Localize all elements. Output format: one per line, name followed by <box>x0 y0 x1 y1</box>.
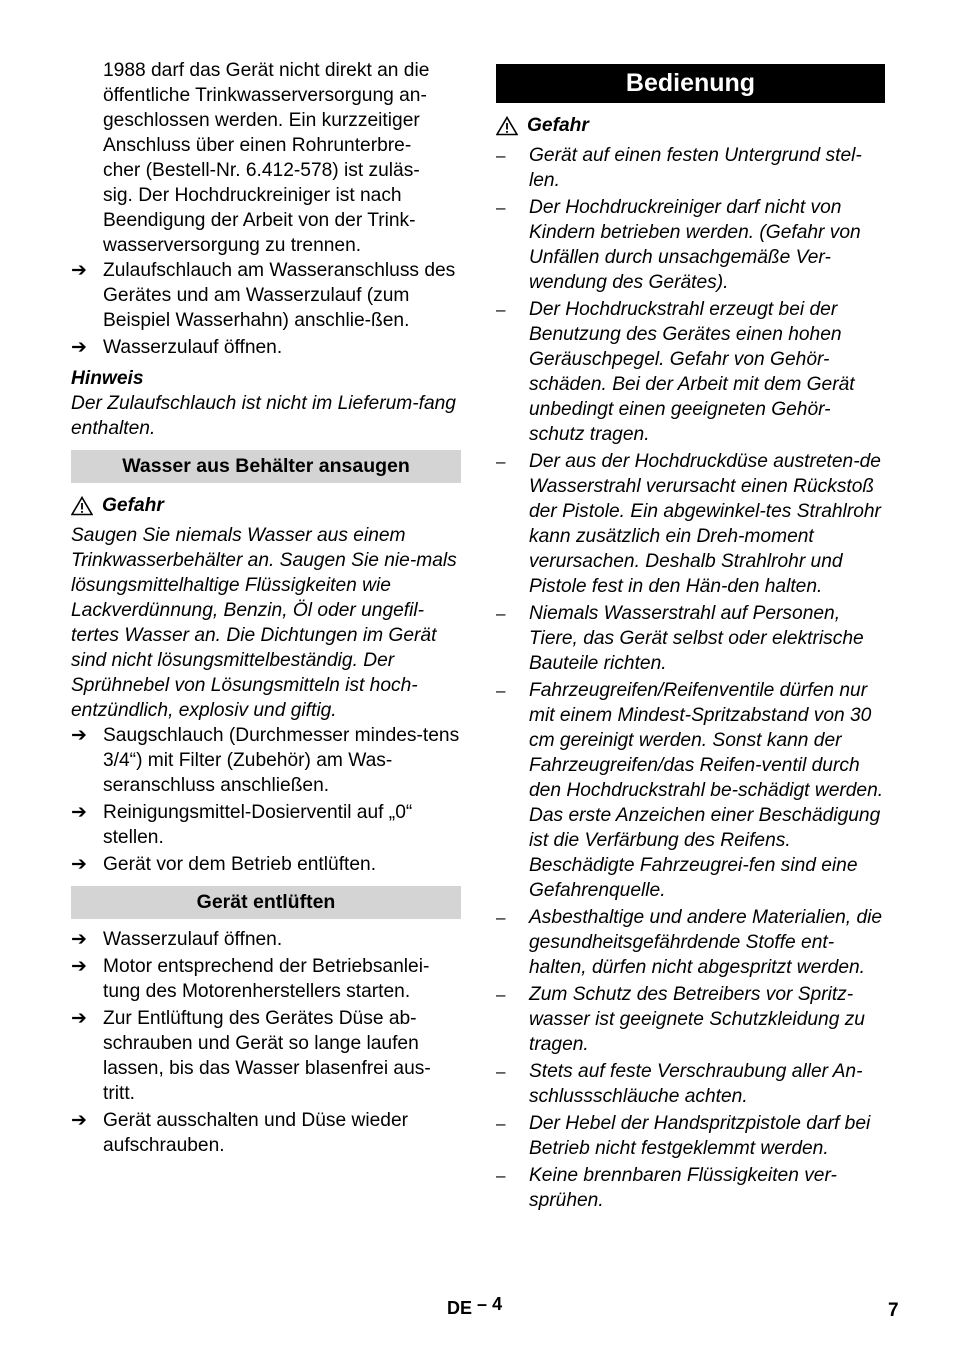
step-text: Reinigungsmittel-Dosierventil auf „0“ stellen. <box>103 802 413 848</box>
arrow-right-icon: ➔ <box>71 802 87 823</box>
list-item-text: Niemals Wasserstrahl auf Personen, Tiere, das Gerät selbst oder elektrische Bauteile richten. <box>529 603 864 674</box>
dash-marker: – <box>496 300 506 319</box>
list-item-text: Zum Schutz des Betreibers vor Spritz-wasser ist geeignete Schutzkleidung zu tragen. <box>529 984 865 1055</box>
step-item <box>71 1108 461 1158</box>
warning-triangle-icon <box>71 496 93 516</box>
arrow-right-icon: ➔ <box>71 1008 87 1029</box>
step-text: Wasserzulauf öffnen. <box>103 337 283 358</box>
list-item <box>496 195 885 295</box>
intro-line: sig. Der Hochdruckreiniger ist nach <box>103 185 402 206</box>
list-item-text: Keine brennbaren Flüssigkeiten ver-sprühen. <box>529 1165 837 1211</box>
list-item-text: Der Hebel der Handspritzpistole darf bei Betrieb nicht festgeklemmt werden. <box>529 1113 871 1159</box>
step-item <box>71 1006 461 1106</box>
intro-line: Beendigung der Arbeit von der Trink- <box>103 210 416 231</box>
step-item <box>71 335 461 360</box>
chapter-title: Bedienung <box>496 64 885 103</box>
list-item <box>496 1059 885 1109</box>
intro-line: Anschluss über einen Rohrunterbre- <box>103 135 412 156</box>
step-item <box>71 852 461 877</box>
dash-marker: – <box>496 1166 506 1185</box>
left-column <box>71 58 461 1160</box>
dash-marker: – <box>496 604 506 623</box>
warning-title: Gefahr <box>527 115 589 136</box>
list-item-text: Stets auf feste Verschraubung aller An-schlussschläuche achten. <box>529 1061 863 1107</box>
footer-section-page <box>447 1296 502 1321</box>
arrow-right-icon: ➔ <box>71 929 87 950</box>
intro-line: geschlossen werden. Ein kurzzeitiger <box>103 110 420 131</box>
intro-line: cher (Bestell-Nr. 6.412-578) ist zuläs- <box>103 160 420 181</box>
dash-marker: – <box>496 1114 506 1133</box>
list-item <box>496 1163 885 1213</box>
note-title: Hinweis <box>71 368 144 389</box>
list-item <box>496 143 885 193</box>
intro-line: 1988 darf das Gerät nicht direkt an die <box>103 60 430 81</box>
page-number: 7 <box>888 1300 899 1321</box>
step-text: Motor entsprechend der Betriebsanlei-tung des Motorenherstellers starten. <box>103 956 430 1002</box>
list-item-text: Fahrzeugreifen/Reifenventile dürfen nur mit einem Mindest-Spritzabstand von 30 cm gereinigt werden. Sonst kann der Fahrzeugreifen/das Reifen-ventil durch den Hochdruckstrahl be-schädigt werden. Das erste Anzeichen einer Beschädigung ist die Verfärbung des Reifens. Beschädigte Fahrzeugrei-fen sind eine Gefahrenquelle. <box>529 680 884 901</box>
list-item <box>496 982 885 1057</box>
dash-marker: – <box>496 681 506 700</box>
arrow-right-icon: ➔ <box>71 260 87 281</box>
intro-line: öffentliche Trinkwasserversorgung an- <box>103 85 427 106</box>
intro-paragraph <box>71 58 461 258</box>
step-item <box>71 927 461 952</box>
list-item <box>496 905 885 980</box>
right-column <box>496 58 885 1215</box>
arrow-right-icon: ➔ <box>71 854 87 875</box>
dash-marker: – <box>496 146 506 165</box>
list-item-text: Der aus der Hochdruckdüse austreten-de Wasserstrahl verursacht einen Rückstoß der Pistole. Ein abgewinkel-tes Strahlrohr kann zusätzlich ein Dreh-moment verursachen. Deshalb Strahlrohr und Pistole fest in den Hän-den halten. <box>529 451 881 597</box>
list-item-text: Der Hochdruckreiniger darf nicht von Kindern betrieben werden. (Gefahr von Unfällen durch unsachgemäße Ver-wendung des Gerätes). <box>529 197 861 293</box>
note-text: Der Zulaufschlauch ist nicht im Lieferum-fang enthalten. <box>71 393 456 439</box>
warning-heading <box>71 493 461 518</box>
step-text: Zulaufschlauch am Wasseranschluss des Gerätes und am Wasserzulauf (zum Beispiel Wasserhahn) anschlie-ßen. <box>103 260 456 331</box>
warning-heading <box>496 113 885 138</box>
intro-line: wasserversorgung zu trennen. <box>103 235 362 256</box>
list-item-text: Asbesthaltige und andere Materialien, die gesundheitsgefährdende Stoffe ent-halten, dürfen nicht abgespritzt werden. <box>529 907 883 978</box>
list-item <box>496 449 885 599</box>
warning-text: Saugen Sie niemals Wasser aus einem Trinkwasserbehälter an. Saugen Sie nie-mals lösungsmittelhaltige Flüssigkeiten wie Lackverdünnung, Benzin, Öl oder ungefil-tertes Wasser an. Die Dichtungen im Gerät sind nicht lösungsmittelbeständig. Der Sprühnebel von Lösungsmitteln ist hoch-entzündlich, explosiv und giftig. <box>71 525 457 721</box>
list-item <box>496 678 885 903</box>
footer-lang: DE <box>447 1298 473 1318</box>
list-item <box>496 1111 885 1161</box>
step-text: Wasserzulauf öffnen. <box>103 929 283 950</box>
step-item <box>71 258 461 333</box>
list-item-text: Der Hochdruckstrahl erzeugt bei der Benutzung des Gerätes einen hohen Geräuschpegel. Gefahr von Gehör-schäden. Bei der Arbeit mit dem Gerät unbedingt einen geeigneten Gehör-schutz tragen. <box>529 299 855 445</box>
step-text: Zur Entlüftung des Gerätes Düse ab-schrauben und Gerät so lange laufen lassen, bis das Wasser blasenfrei aus-tritt. <box>103 1008 431 1104</box>
dash-marker: – <box>496 908 506 927</box>
step-text: Gerät vor dem Betrieb entlüften. <box>103 854 377 875</box>
step-item <box>71 723 461 798</box>
step-text: Gerät ausschalten und Düse wieder aufschrauben. <box>103 1110 409 1156</box>
warning-title: Gefahr <box>102 495 164 516</box>
warning-triangle-icon <box>496 116 518 136</box>
step-item <box>71 800 461 850</box>
step-item <box>71 954 461 1004</box>
list-item <box>496 601 885 676</box>
step-text: Saugschlauch (Durchmesser mindes-tens 3/4“) mit Filter (Zubehör) am Was-seranschluss anschließen. <box>103 725 460 796</box>
dash-marker: – <box>496 452 506 471</box>
footer-section-number: 4 <box>492 1294 503 1314</box>
dash-marker: – <box>496 985 506 1004</box>
list-item-text: Gerät auf einen festen Untergrund stel-len. <box>529 145 862 191</box>
arrow-right-icon: ➔ <box>71 956 87 977</box>
section-heading-venting: Gerät entlüften <box>71 886 461 919</box>
arrow-right-icon: ➔ <box>71 725 87 746</box>
list-item <box>496 297 885 447</box>
dash-marker: – <box>496 198 506 217</box>
arrow-right-icon: ➔ <box>71 337 87 358</box>
section-heading-suction: Wasser aus Behälter ansaugen <box>71 450 461 483</box>
footer-dash: – <box>477 1294 488 1314</box>
arrow-right-icon: ➔ <box>71 1110 87 1131</box>
dash-marker: – <box>496 1062 506 1081</box>
